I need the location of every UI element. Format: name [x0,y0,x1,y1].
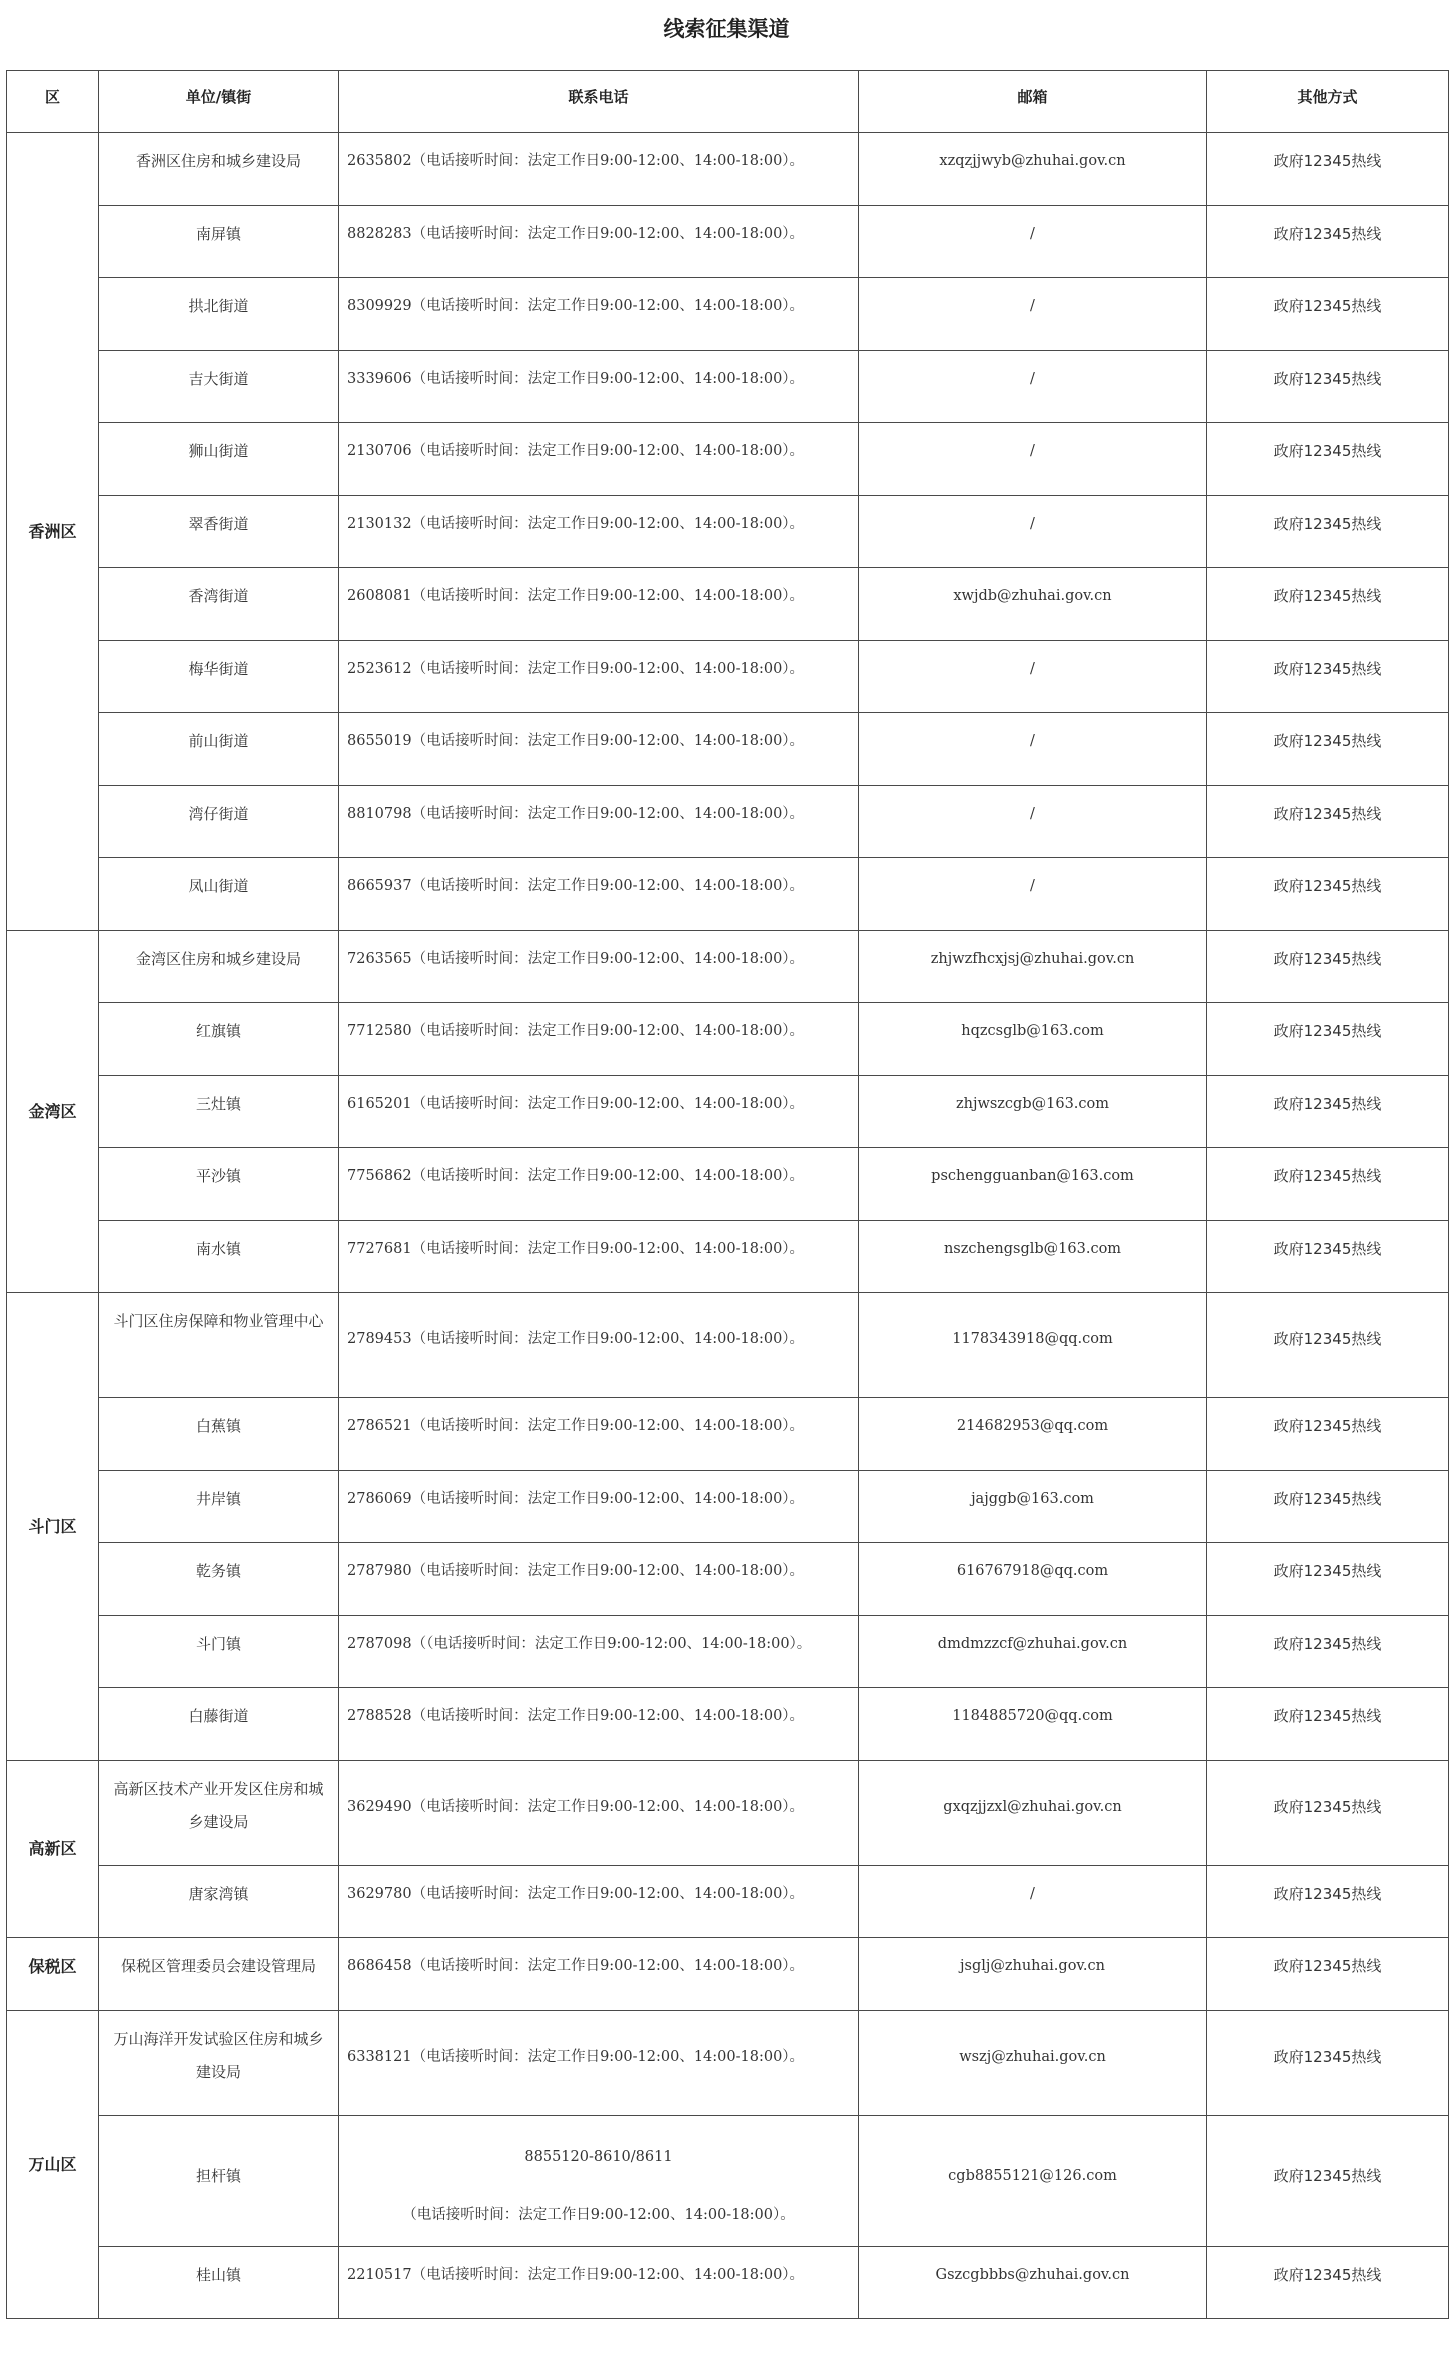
table-row [7,1220,1449,1293]
phone-cell: 2786521（电话接听时间：法定工作日9:00-12:00、14:00-18:00）。 [339,1398,859,1471]
email-cell: / [859,495,1207,568]
table-row [7,1938,1449,2011]
unit-cell: 桂山镇 [99,2246,339,2319]
phone-cell: 2210517（电话接听时间：法定工作日9:00-12:00、14:00-18:00）。 [339,2246,859,2319]
unit-cell: 湾仔街道 [99,785,339,858]
email-cell: jsglj@zhuhai.gov.cn [859,1938,1207,2011]
other-cell: 政府12345热线 [1207,568,1449,641]
unit-cell: 井岸镇 [99,1470,339,1543]
unit-cell: 前山街道 [99,713,339,786]
unit-cell: 香洲区住房和城乡建设局 [99,133,339,206]
email-cell: 1184885720@qq.com [859,1688,1207,1761]
phone-cell: 3629780（电话接听时间：法定工作日9:00-12:00、14:00-18:00）。 [339,1865,859,1938]
unit-cell: 香湾街道 [99,568,339,641]
unit-cell: 梅华街道 [99,640,339,713]
email-cell: zhjwzfhcxjsj@zhuhai.gov.cn [859,930,1207,1003]
other-cell: 政府12345热线 [1207,1688,1449,1761]
unit-cell: 狮山街道 [99,423,339,496]
other-cell: 政府12345热线 [1207,858,1449,931]
other-cell: 政府12345热线 [1207,640,1449,713]
phone-cell: 3629490（电话接听时间：法定工作日9:00-12:00、14:00-18:00）。 [339,1760,859,1865]
phone-cell: 2787098（（电话接听时间：法定工作日9:00-12:00、14:00-18:00）。 [339,1615,859,1688]
email-cell: / [859,713,1207,786]
email-cell: jajggb@163.com [859,1470,1207,1543]
header-unit: 单位/镇街 [99,71,339,133]
other-cell: 政府12345热线 [1207,278,1449,351]
table-row [7,1470,1449,1543]
unit-cell: 平沙镇 [99,1148,339,1221]
district-cell-xiangzhou: 香洲区 [7,133,99,931]
header-district: 区 [7,71,99,133]
unit-cell: 翠香街道 [99,495,339,568]
unit-cell: 红旗镇 [99,1003,339,1076]
phone-cell: 2635802（电话接听时间：法定工作日9:00-12:00、14:00-18:00）。 [339,133,859,206]
table-row [7,785,1449,858]
district-cell-jinwan: 金湾区 [7,930,99,1293]
district-cell-baoshui: 保税区 [7,1938,99,2011]
phone-cell: 8810798（电话接听时间：法定工作日9:00-12:00、14:00-18:00）。 [339,785,859,858]
table-row [7,568,1449,641]
phone-cell: 2130706（电话接听时间：法定工作日9:00-12:00、14:00-18:00）。 [339,423,859,496]
email-cell: dmdmzzcf@zhuhai.gov.cn [859,1615,1207,1688]
email-cell: Gszcgbbbs@zhuhai.gov.cn [859,2246,1207,2319]
email-cell: hqzcsglb@163.com [859,1003,1207,1076]
table-row [7,1075,1449,1148]
table-row [7,713,1449,786]
table-row [7,1293,1449,1398]
email-cell: / [859,785,1207,858]
table-row [7,278,1449,351]
other-cell: 政府12345热线 [1207,1075,1449,1148]
other-cell: 政府12345热线 [1207,1148,1449,1221]
other-cell: 政府12345热线 [1207,2246,1449,2319]
contact-channel-table [6,70,1449,2319]
phone-cell [339,2115,859,2246]
phone-cell: 6338121（电话接听时间：法定工作日9:00-12:00、14:00-18:00）。 [339,2010,859,2115]
unit-cell: 吉大街道 [99,350,339,423]
email-cell: pschengguanban@163.com [859,1148,1207,1221]
other-cell: 政府12345热线 [1207,1865,1449,1938]
table-row [7,1003,1449,1076]
table-row [7,2115,1449,2246]
page-title: 线索征集渠道 [663,17,790,41]
phone-cell: 8665937（电话接听时间：法定工作日9:00-12:00、14:00-18:00）。 [339,858,859,931]
phone-cell: 2788528（电话接听时间：法定工作日9:00-12:00、14:00-18:00）。 [339,1688,859,1761]
unit-cell: 南屏镇 [99,205,339,278]
other-cell: 政府12345热线 [1207,1003,1449,1076]
other-cell: 政府12345热线 [1207,1220,1449,1293]
phone-cell: 2789453（电话接听时间：法定工作日9:00-12:00、14:00-18:00）。 [339,1293,859,1398]
email-cell: 1178343918@qq.com [859,1293,1207,1398]
email-cell: / [859,640,1207,713]
district-cell-wanshan: 万山区 [7,2010,99,2319]
other-cell: 政府12345热线 [1207,930,1449,1003]
other-cell: 政府12345热线 [1207,1543,1449,1616]
other-cell: 政府12345热线 [1207,785,1449,858]
other-cell: 政府12345热线 [1207,1293,1449,1398]
unit-cell: 白蕉镇 [99,1398,339,1471]
other-cell: 政府12345热线 [1207,1398,1449,1471]
table-row [7,350,1449,423]
email-cell: / [859,423,1207,496]
other-cell: 政府12345热线 [1207,133,1449,206]
email-cell: / [859,205,1207,278]
phone-cell: 2786069（电话接听时间：法定工作日9:00-12:00、14:00-18:00）。 [339,1470,859,1543]
phone-cell: 8655019（电话接听时间：法定工作日9:00-12:00、14:00-18:00）。 [339,713,859,786]
table-row [7,1148,1449,1221]
unit-cell: 保税区管理委员会建设管理局 [99,1938,339,2011]
phone-number: 8855120-8610/8611 [524,2148,673,2165]
unit-cell: 斗门镇 [99,1615,339,1688]
table-row [7,930,1449,1003]
district-cell-gaoxin: 高新区 [7,1760,99,1938]
table-row [7,640,1449,713]
table-row [7,2010,1449,2115]
email-cell: zhjwszcgb@163.com [859,1075,1207,1148]
unit-cell: 斗门区住房保障和物业管理中心 [99,1293,339,1398]
email-cell: xwjdb@zhuhai.gov.cn [859,568,1207,641]
table-row [7,205,1449,278]
phone-cell: 8309929（电话接听时间：法定工作日9:00-12:00、14:00-18:00）。 [339,278,859,351]
phone-cell: 2608081（电话接听时间：法定工作日9:00-12:00、14:00-18:00）。 [339,568,859,641]
email-cell: cgb8855121@126.com [859,2115,1207,2246]
other-cell: 政府12345热线 [1207,350,1449,423]
email-cell: gxqzjjzxl@zhuhai.gov.cn [859,1760,1207,1865]
unit-cell: 白藤街道 [99,1688,339,1761]
table-row [7,423,1449,496]
unit-cell: 万山海洋开发试验区住房和城乡建设局 [99,2010,339,2115]
other-cell: 政府12345热线 [1207,205,1449,278]
header-email: 邮箱 [859,71,1207,133]
other-cell: 政府12345热线 [1207,495,1449,568]
phone-cell: 8828283（电话接听时间：法定工作日9:00-12:00、14:00-18:00）。 [339,205,859,278]
unit-cell: 拱北街道 [99,278,339,351]
email-cell: 214682953@qq.com [859,1398,1207,1471]
unit-cell: 南水镇 [99,1220,339,1293]
email-cell: wszj@zhuhai.gov.cn [859,2010,1207,2115]
email-cell: nszchengsglb@163.com [859,1220,1207,1293]
unit-cell: 乾务镇 [99,1543,339,1616]
unit-cell: 高新区技术产业开发区住房和城乡建设局 [99,1760,339,1865]
phone-cell: 2523612（电话接听时间：法定工作日9:00-12:00、14:00-18:00）。 [339,640,859,713]
other-cell: 政府12345热线 [1207,2010,1449,2115]
phone-cell: 7712580（电话接听时间：法定工作日9:00-12:00、14:00-18:00）。 [339,1003,859,1076]
other-cell: 政府12345热线 [1207,1615,1449,1688]
table-row [7,1760,1449,1865]
unit-cell: 金湾区住房和城乡建设局 [99,930,339,1003]
table-header-row [7,71,1449,133]
table-row [7,858,1449,931]
email-cell: xzqzjjwyb@zhuhai.gov.cn [859,133,1207,206]
other-cell: 政府12345热线 [1207,1938,1449,2011]
unit-cell: 凤山街道 [99,858,339,931]
phone-cell: 6165201（电话接听时间：法定工作日9:00-12:00、14:00-18:00）。 [339,1075,859,1148]
header-other: 其他方式 [1207,71,1449,133]
other-cell: 政府12345热线 [1207,423,1449,496]
table-row [7,1865,1449,1938]
table-row [7,133,1449,206]
other-cell: 政府12345热线 [1207,1470,1449,1543]
phone-cell: 2130132（电话接听时间：法定工作日9:00-12:00、14:00-18:00）。 [339,495,859,568]
phone-cell: 2787980（电话接听时间：法定工作日9:00-12:00、14:00-18:00）。 [339,1543,859,1616]
other-cell: 政府12345热线 [1207,1760,1449,1865]
email-cell: / [859,858,1207,931]
unit-cell: 三灶镇 [99,1075,339,1148]
table-row [7,2246,1449,2319]
table-row [7,495,1449,568]
unit-cell: 唐家湾镇 [99,1865,339,1938]
phone-cell: 8686458（电话接听时间：法定工作日9:00-12:00、14:00-18:00）。 [339,1938,859,2011]
table-row [7,1615,1449,1688]
phone-cell: 3339606（电话接听时间：法定工作日9:00-12:00、14:00-18:00）。 [339,350,859,423]
email-cell: / [859,278,1207,351]
email-cell: 616767918@qq.com [859,1543,1207,1616]
unit-cell: 担杆镇 [99,2115,339,2246]
header-phone: 联系电话 [339,71,859,133]
table-row [7,1398,1449,1471]
phone-cell: 7263565（电话接听时间：法定工作日9:00-12:00、14:00-18:00）。 [339,930,859,1003]
district-cell-doumen: 斗门区 [7,1293,99,1761]
email-cell: / [859,1865,1207,1938]
email-cell: / [859,350,1207,423]
other-cell: 政府12345热线 [1207,2115,1449,2246]
table-row [7,1543,1449,1616]
phone-cell: 7756862（电话接听时间：法定工作日9:00-12:00、14:00-18:00）。 [339,1148,859,1221]
phone-hours-note: （电话接听时间：法定工作日9:00-12:00、14:00-18:00）。 [402,2206,795,2223]
other-cell: 政府12345热线 [1207,713,1449,786]
phone-cell: 7727681（电话接听时间：法定工作日9:00-12:00、14:00-18:00）。 [339,1220,859,1293]
table-row [7,1688,1449,1761]
